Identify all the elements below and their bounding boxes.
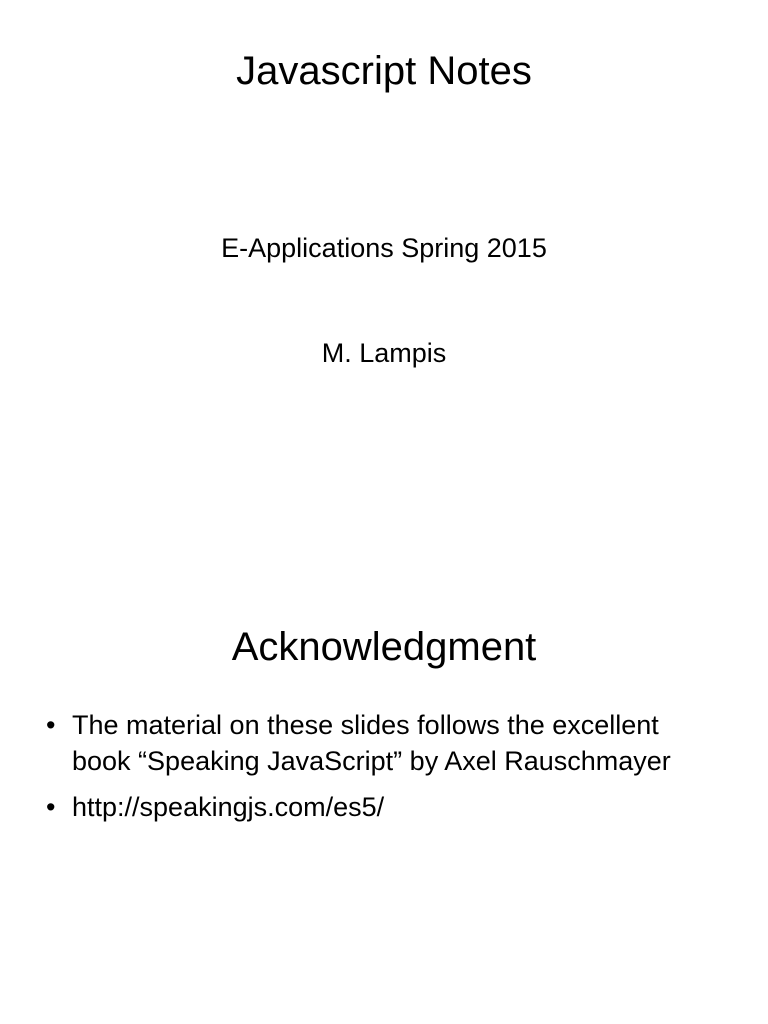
bullet-text: The material on these slides follows the excellent book “Speaking JavaScript” by Axel Rauschmayer — [72, 710, 671, 776]
bullet-link-text: http://speakingjs.com/es5/ — [72, 792, 385, 822]
acknowledgment-slide — [0, 512, 768, 1024]
bullet-list — [0, 708, 768, 837]
author-name: M. Lampis — [321, 338, 447, 368]
course-subtitle: E-Applications Spring 2015 — [221, 233, 547, 263]
slide-title: Javascript Notes — [236, 49, 532, 93]
bullet-icon: • — [46, 710, 56, 740]
bullet-item — [0, 790, 768, 826]
bullet-icon: • — [46, 792, 56, 822]
slide-title: Acknowledgment — [231, 625, 537, 669]
bullet-item — [0, 708, 768, 779]
